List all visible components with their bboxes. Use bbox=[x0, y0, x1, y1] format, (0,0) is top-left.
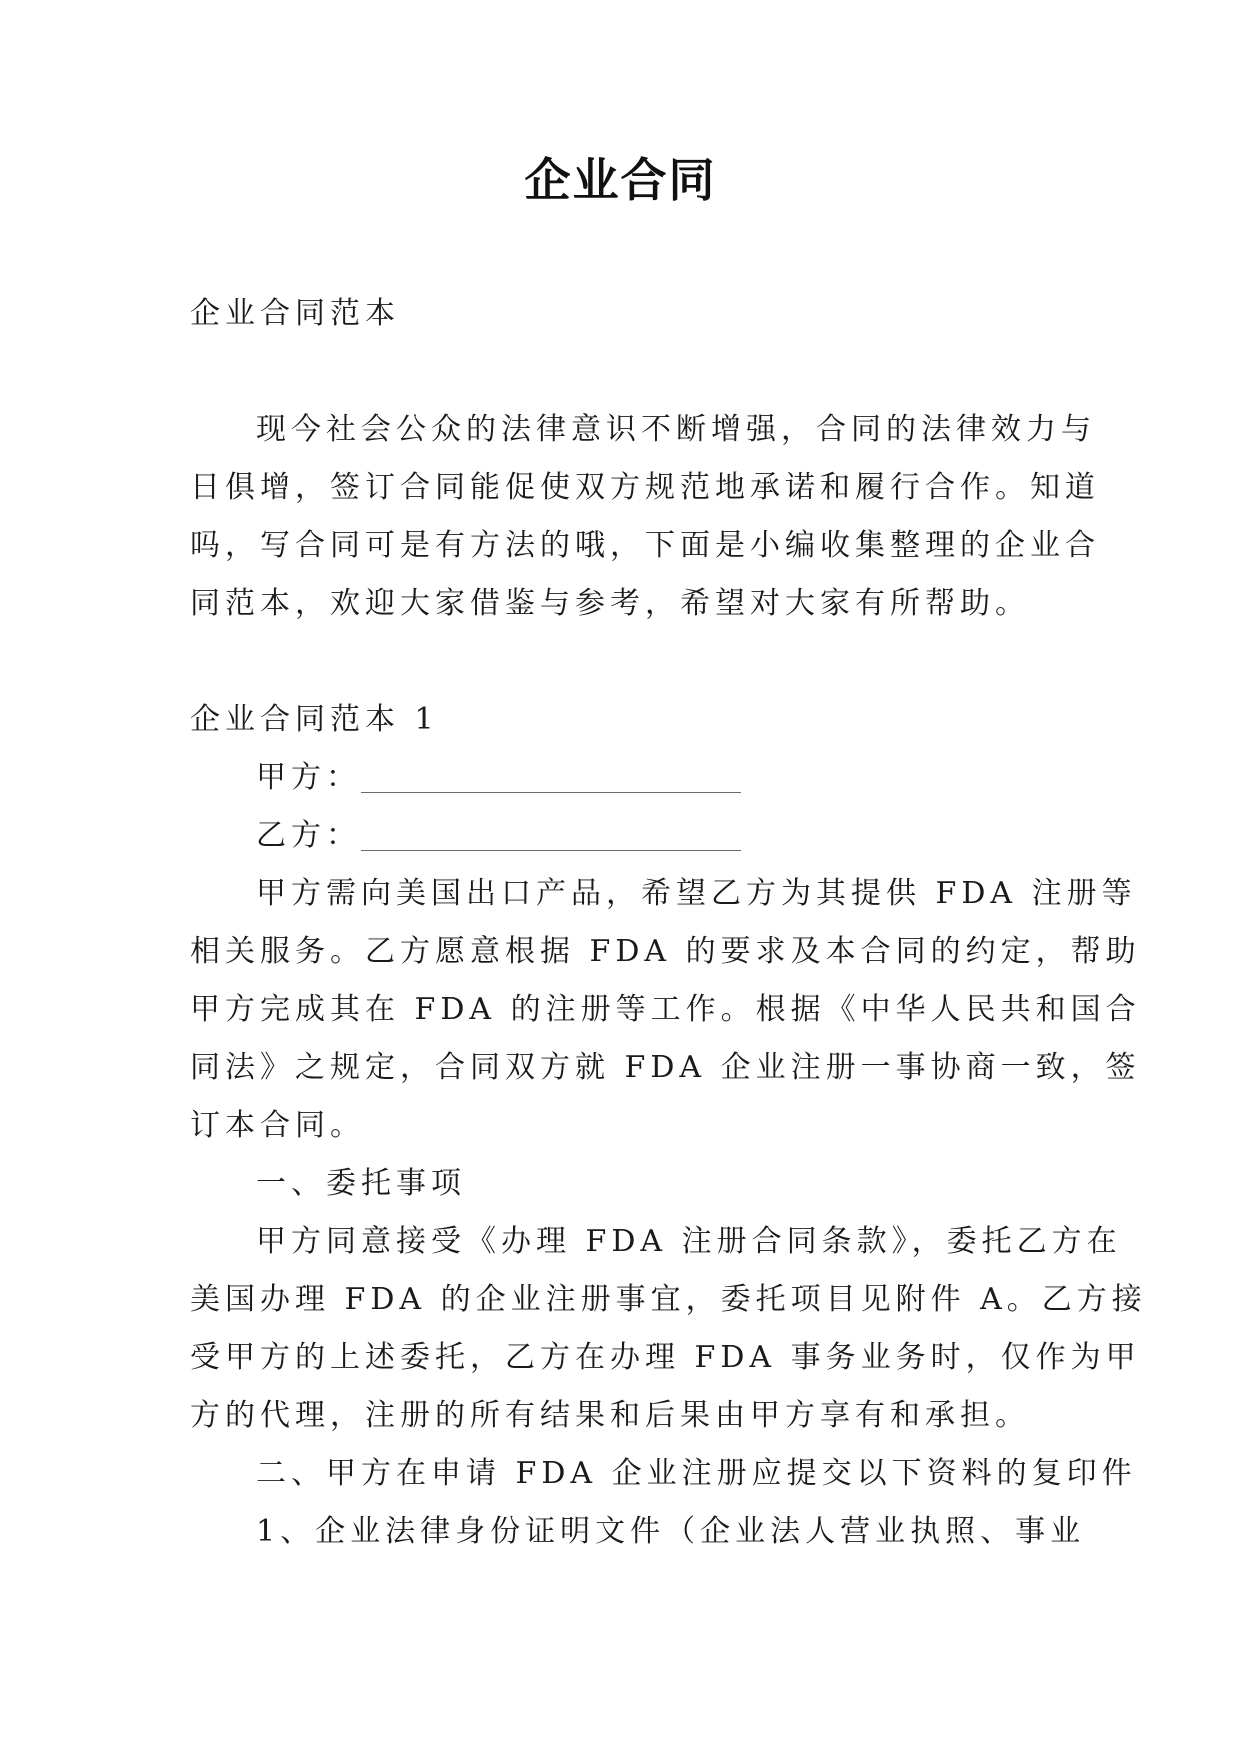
section-1 bbox=[190, 691, 1147, 1561]
intro-line-1: 现今社会公众的法律意识不断增强，合同的法律效力与 bbox=[256, 412, 1096, 447]
body-line-2: 相关服务。乙方愿意根据 FDA 的要求及本合同的约定，帮助 bbox=[190, 934, 1141, 969]
intro-paragraph bbox=[190, 401, 1100, 633]
intro-line-3: 吗，写合同可是有方法的哦，下面是小编收集整理的企业合 bbox=[190, 528, 1100, 563]
item-2-line-1: 1、企业法律身份证明文件（企业法人营业执照、事业 bbox=[256, 1514, 1086, 1549]
item-1-heading: 一、委托事项 bbox=[256, 1166, 466, 1201]
party-b-blank-line bbox=[361, 820, 741, 851]
party-a-label: 甲方： bbox=[256, 760, 361, 795]
party-b-row bbox=[190, 807, 1050, 865]
item-1-line-1: 甲方同意接受《办理 FDA 注册合同条款》，委托乙方在 bbox=[256, 1224, 1122, 1259]
body-line-4: 同法》之规定，合同双方就 FDA 企业注册一事协商一致，签 bbox=[190, 1050, 1141, 1085]
item-1-line-3: 受甲方的上述委托，乙方在办理 FDA 事务业务时，仅作为甲 bbox=[190, 1340, 1141, 1375]
intro-line-4: 同范本，欢迎大家借鉴与参考，希望对大家有所帮助。 bbox=[190, 586, 1030, 621]
party-a-row bbox=[190, 749, 1050, 807]
body-line-1: 甲方需向美国出口产品，希望乙方为其提供 FDA 注册等 bbox=[256, 876, 1137, 911]
section-1-title: 企业合同范本 1 bbox=[190, 702, 439, 737]
item-2-heading: 二、甲方在申请 FDA 企业注册应提交以下资料的复印件 bbox=[256, 1456, 1137, 1491]
party-a-blank-line bbox=[361, 762, 741, 793]
item-1-line-4: 方的代理，注册的所有结果和后果由甲方享有和承担。 bbox=[190, 1398, 1030, 1433]
subtitle: 企业合同范本 bbox=[190, 296, 400, 331]
intro-line-2: 日俱增，签订合同能促使双方规范地承诺和履行合作。知道 bbox=[190, 470, 1100, 505]
document-body bbox=[190, 285, 1147, 1561]
party-b-label: 乙方： bbox=[256, 818, 361, 853]
body-line-5: 订本合同。 bbox=[190, 1108, 365, 1143]
document-title: 企业合同 bbox=[524, 153, 717, 207]
body-line-3: 甲方完成其在 FDA 的注册等工作。根据《中华人民共和国合 bbox=[190, 992, 1141, 1027]
item-1-line-2: 美国办理 FDA 的企业注册事宜，委托项目见附件 A。乙方接 bbox=[190, 1282, 1147, 1317]
